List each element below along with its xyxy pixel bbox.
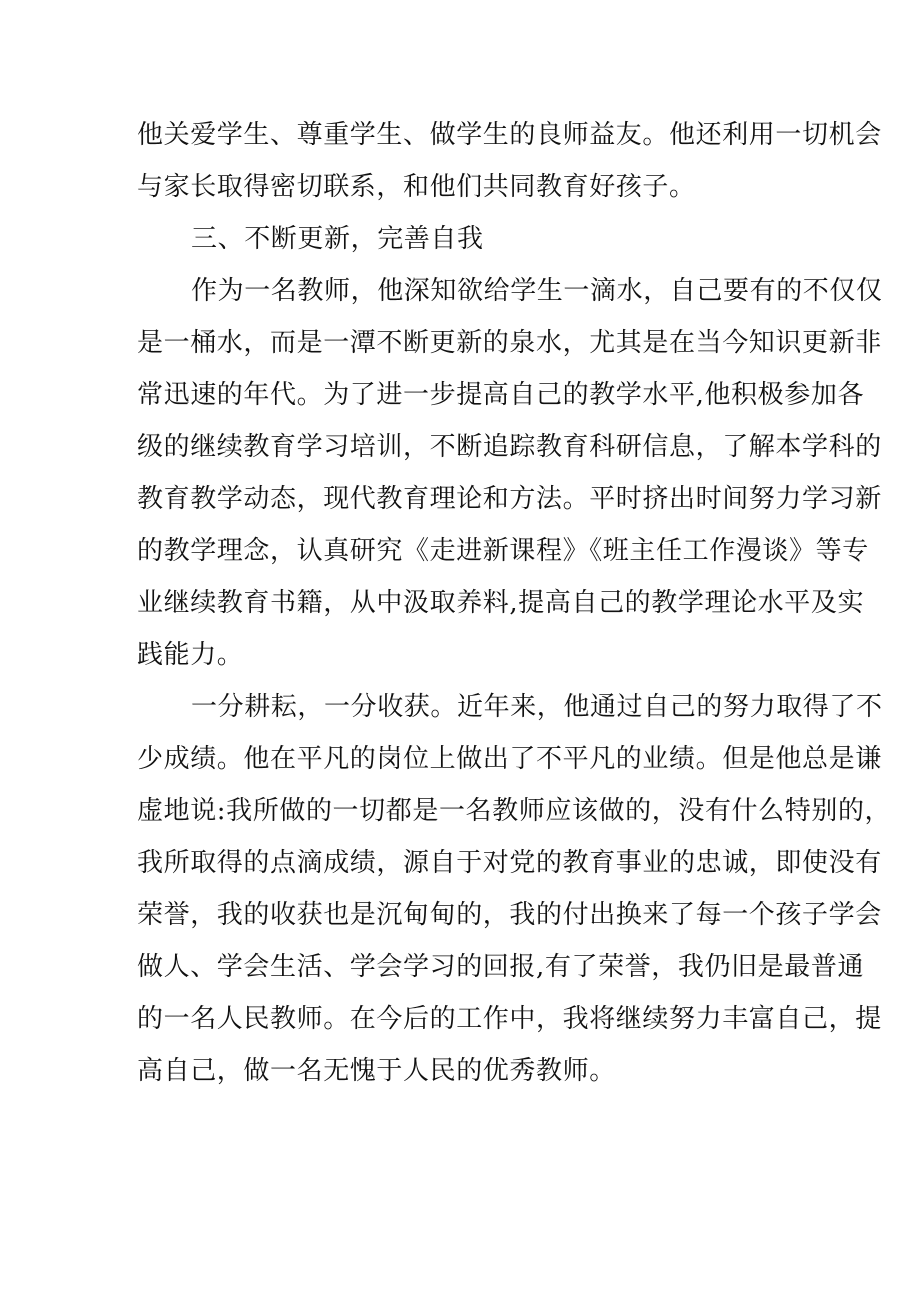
text-line: 做人、学会生活、学会学习的回报,有了荣誉，我仍旧是最普通 bbox=[137, 952, 865, 982]
document-body bbox=[137, 109, 892, 1097]
text-line: 少成绩。他在平凡的岗位上做出了不平凡的业绩。但是他总是谦 bbox=[137, 744, 882, 774]
text-line: 高自己，做一名无愧于人民的优秀教师。 bbox=[137, 1056, 616, 1086]
text-line: 教育教学动态，现代教育理论和方法。平时挤出时间努力学习新 bbox=[137, 484, 882, 514]
text-line: 级的继续教育学习培训，不断追踪教育科研信息，了解本学科的 bbox=[137, 432, 882, 462]
text-line: 常迅速的年代。为了进一步提高自己的教学水平,他积极参加各 bbox=[137, 380, 865, 410]
text-line: 一分耕耘，一分收获。近年来，他通过自己的努力取得了不 bbox=[191, 692, 883, 722]
paragraph-harvest bbox=[137, 681, 892, 1097]
text-line: 的教学理念，认真研究《走进新课程》《班主任工作漫谈》等专 bbox=[137, 536, 869, 566]
text-line: 荣誉，我的收获也是沉甸甸的，我的付出换来了每一个孩子学会 bbox=[137, 900, 882, 930]
text-line: 虚地说:我所做的一切都是一名教师应该做的，没有什么特别的， bbox=[137, 796, 892, 826]
text-line: 作为一名教师，他深知欲给学生一滴水，自己要有的不仅仅 bbox=[191, 276, 883, 306]
text-line: 业继续教育书籍，从中汲取养料,提高自己的教学理论水平及实 bbox=[137, 588, 865, 618]
text-line: 践能力。 bbox=[137, 640, 244, 670]
text-line: 他关爱学生、尊重学生、做学生的良师益友。他还利用一切机会 bbox=[137, 120, 882, 150]
section-heading: 三、不断更新，完善自我 bbox=[191, 224, 484, 254]
text-line: 是一桶水，而是一潭不断更新的泉水，尤其是在当今知识更新非 bbox=[137, 328, 882, 358]
paragraph-update bbox=[137, 265, 883, 681]
text-line: 与家长取得密切联系，和他们共同教育好孩子。 bbox=[137, 172, 696, 202]
text-line: 的一名人民教师。在今后的工作中，我将继续努力丰富自己，提 bbox=[137, 1004, 882, 1034]
text-line: 我所取得的点滴成绩，源自于对党的教育事业的忠诚，即使没有 bbox=[137, 848, 882, 878]
paragraph-continuation bbox=[137, 109, 882, 213]
